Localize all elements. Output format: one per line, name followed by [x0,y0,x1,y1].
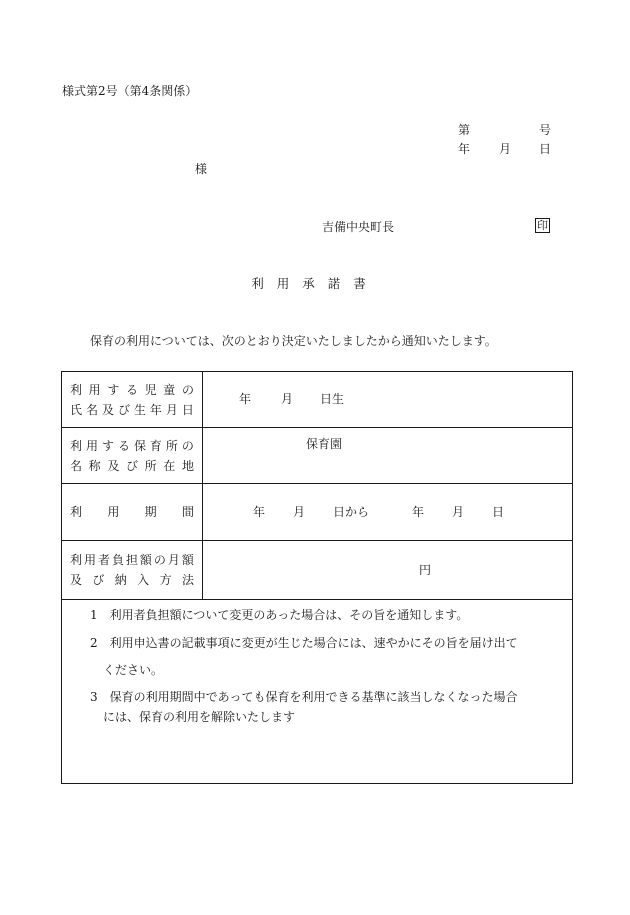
label-char: 額 [139,553,152,567]
addressee-honorific: 様 [195,162,208,176]
issuer-name: 吉備中央町長 [322,220,395,234]
label-char: 及 [101,402,114,417]
label-char: 負 [111,553,124,567]
child-birth-year-label: 年 [239,392,252,406]
label-char: 生 [133,402,146,417]
label-char: 利 [70,438,83,453]
note-item-2-continuation: ください。 [103,663,164,677]
label-char: 期 [144,505,157,519]
label-char: す [107,382,120,397]
label-char: 及 [107,458,120,473]
period-to-month-label: 月 [452,505,465,519]
label-char: 法 [181,573,194,587]
label-char: 額 [181,553,194,567]
period-to-day-label: 日 [492,505,505,519]
label-char: 納 [114,573,127,587]
child-label-line1 [70,380,194,400]
note-item-3-continuation: には、保育の利用を解除いたします [103,710,296,724]
label-char: る [125,382,138,397]
label-char: 用 [83,553,96,567]
number-suffix: 号 [539,123,552,137]
label-char: 月 [165,402,178,417]
fee-label-line1 [70,550,194,570]
label-char: 用 [85,438,98,453]
period-label-line1 [70,502,194,522]
label-char: 入 [137,573,150,587]
period-value-cell[interactable] [203,484,573,541]
label-char: 担 [125,553,138,567]
label-char: 方 [159,573,172,587]
child-birth-month-label: 月 [281,392,294,406]
fee-label-line2 [70,570,194,590]
label-char: 者 [97,553,110,567]
notes-cell [62,600,573,784]
label-char: び [117,402,130,417]
label-char: 用 [88,382,101,397]
label-char: す [101,438,114,453]
label-char: 所 [144,458,157,473]
label-char: び [125,458,138,473]
label-char: 保 [133,438,146,453]
table-row-child [62,372,573,428]
label-char: 氏 [70,402,83,417]
label-char: る [117,438,130,453]
label-char: 日 [181,402,194,417]
period-from-year-label: 年 [253,505,266,519]
child-value-cell[interactable] [203,372,573,428]
label-char: 利 [70,505,83,519]
intro-text: 保育の利用については、次のとおり決定いたしましたから通知いたします。 [90,334,497,348]
facility-value-cell[interactable] [203,428,573,484]
form-number: 様式第2号（第4条関係） [62,84,198,98]
label-char: 童 [163,382,176,397]
label-char: 名 [85,402,98,417]
fee-label-cell [62,541,203,600]
label-char: 年 [149,402,162,417]
label-char: 利 [70,553,83,567]
label-char: び [92,573,105,587]
fee-unit-label: 円 [419,563,432,577]
document-title: 利用承諾書 [251,276,379,291]
number-prefix: 第 [458,123,471,137]
child-label-line2 [70,400,194,420]
facility-name-suffix: 保育園 [306,437,343,451]
period-from-day-label: 日から [333,505,370,519]
label-char: の [153,553,166,567]
table-row-notes [62,600,573,784]
note-item-3: 3 保育の利用期間中であっても保育を利用できる基準に該当しなくなった場合 [90,690,518,704]
label-char: 児 [144,382,157,397]
note-item-1: 1 利用者負担額について変更のあった場合は、その旨を通知します。 [90,608,469,622]
facility-label-cell [62,428,203,484]
date-day-label: 日 [539,142,552,156]
label-char: 育 [149,438,162,453]
table-row-facility [62,428,573,484]
facility-label-line1 [70,436,194,456]
label-char: の [181,438,194,453]
label-char: 利 [70,382,83,397]
period-label-cell [62,484,203,541]
label-char: 地 [181,458,194,473]
table-row-fee [62,541,573,600]
child-birth-day-label: 日生 [320,392,345,406]
child-label-cell [62,372,203,428]
label-char: 称 [88,458,101,473]
period-to-year-label: 年 [412,505,425,519]
approval-table [61,371,573,784]
date-year-label: 年 [458,142,471,156]
label-char: 用 [107,505,120,519]
label-char: 所 [165,438,178,453]
date-month-label: 月 [499,142,512,156]
note-item-2: 2 利用申込書の記載事項に変更が生じた場合には、速やかにその旨を届け出て [90,636,518,650]
label-char: 間 [181,505,194,519]
table-row-period [62,484,573,541]
label-char: 及 [70,573,83,587]
label-char: 名 [70,458,83,473]
facility-label-line2 [70,456,194,476]
period-from-month-label: 月 [293,505,306,519]
label-char: 在 [163,458,176,473]
fee-value-cell[interactable] [203,541,573,600]
label-char: の [181,382,194,397]
label-char: 月 [167,553,180,567]
seal-mark-icon: 印 [537,219,548,232]
